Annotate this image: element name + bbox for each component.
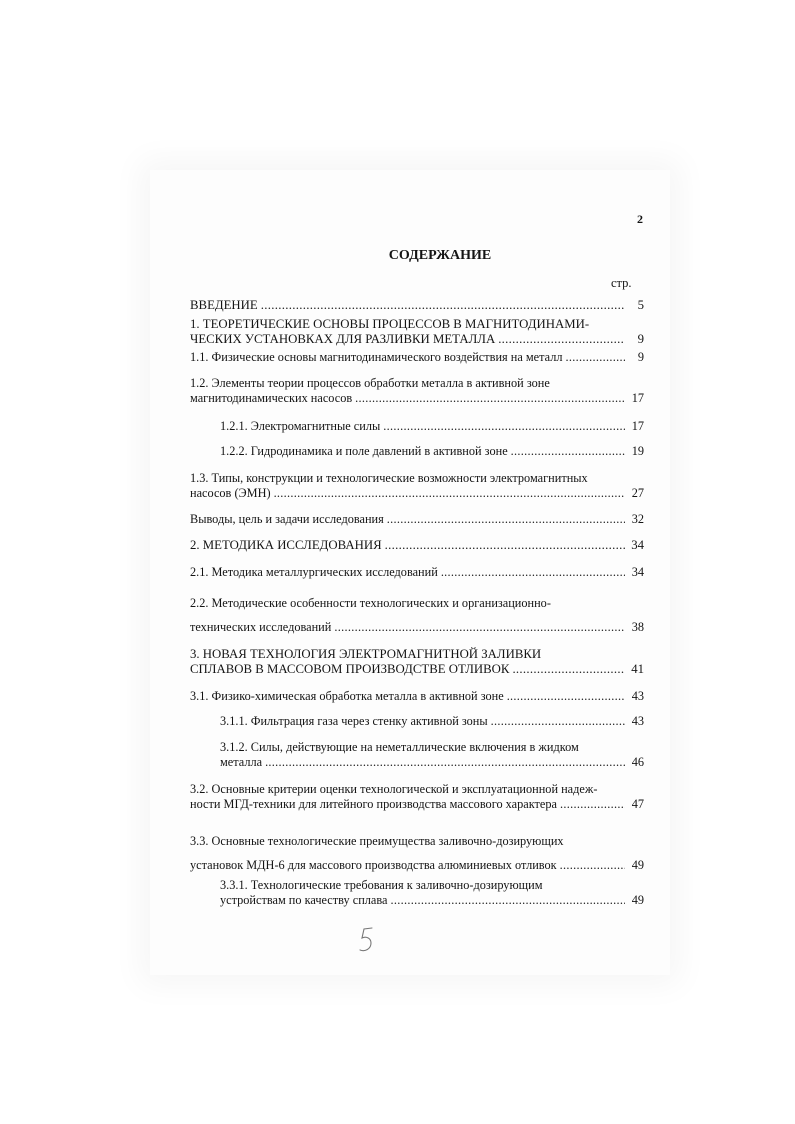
leader-dots — [274, 486, 625, 501]
toc-entry-title: 2. МЕТОДИКА ИССЛЕДОВАНИЯ — [190, 538, 382, 552]
leader-dots — [565, 350, 625, 365]
toc-entry-1-2-1[interactable] — [220, 419, 644, 434]
toc-entry-title-cont: металла — [220, 755, 263, 769]
toc-entry-title-cont: магнитодинамических насосов — [190, 391, 353, 405]
leader-dots — [511, 444, 625, 459]
toc-entry-title: 2.2. Методические особенности технологических и организационно- — [190, 596, 551, 610]
toc-entry-title: 3.3.1. Технологические требования к заливочно-дозирующим — [220, 878, 543, 892]
toc-entry-page: 17 — [631, 419, 644, 433]
leader-dots — [498, 332, 625, 347]
leader-dots — [265, 755, 625, 770]
toc-entry-title: 3.2. Основные критерии оценки технологической и эксплуатационной надеж- — [190, 782, 598, 796]
toc-entry-title: 3.1. Физико-химическая обработка металла в активной зоне — [190, 689, 504, 703]
leader-dots — [387, 512, 625, 527]
toc-entry-title: 3.1.2. Силы, действующие на неметаллические включения в жидком — [220, 740, 579, 754]
toc-entry-page: 38 — [631, 620, 644, 634]
toc-entry-title: ВВЕДЕНИЕ — [190, 298, 258, 312]
toc-entry-page: 32 — [631, 512, 644, 526]
toc-entry-title: 1. ТЕОРЕТИЧЕСКИЕ ОСНОВЫ ПРОЦЕССОВ В МАГНИТОДИНАМИ- — [190, 317, 590, 331]
toc-entry-page: 9 — [637, 332, 644, 346]
toc-entry-page: 49 — [631, 893, 644, 907]
toc-entry-title: 1.3. Типы, конструкции и технологические возможности электромагнитных — [190, 471, 588, 485]
page-column-header: стр. — [611, 276, 632, 290]
leader-dots — [334, 615, 625, 639]
toc-entry-title: Выводы, цель и задачи исследования — [190, 512, 384, 526]
toc-entry-title: 1.2. Элементы теории процессов обработки металла в активной зоне — [190, 376, 550, 390]
toc-entry-title: 1.2.1. Электромагнитные силы — [220, 419, 381, 433]
toc-entry-page: 9 — [637, 350, 644, 364]
toc-entry-page: 17 — [631, 391, 644, 405]
toc-entry-title-cont: ЧЕСКИХ УСТАНОВКАХ ДЛЯ РАЗЛИВКИ МЕТАЛЛА — [190, 332, 496, 346]
toc-entry-conclusions[interactable] — [190, 512, 644, 527]
leader-dots — [390, 893, 625, 908]
toc-entry-3-3-1[interactable] — [220, 878, 644, 908]
toc-entry-3-1-2[interactable] — [220, 740, 644, 770]
toc-entry-title: 1.2.2. Гидродинамика и поле давлений в активной зоне — [220, 444, 508, 458]
toc-entry-chapter-1[interactable] — [190, 317, 644, 347]
toc-entry-3-1[interactable] — [190, 689, 644, 704]
leader-dots — [560, 853, 625, 877]
toc-entry-page: 47 — [631, 797, 644, 811]
toc-entry-title: 2.1. Методика металлургических исследований — [190, 565, 438, 579]
toc-entry-3-3[interactable] — [190, 829, 644, 877]
toc-entry-title: 3.1.1. Фильтрация газа через стенку активной зоны — [220, 714, 488, 728]
leader-dots — [512, 662, 625, 677]
handwritten-mark-five — [357, 926, 377, 954]
toc-entry-title-cont: устройствам по качеству сплава — [220, 893, 388, 907]
toc-entry-chapter-2[interactable] — [190, 538, 644, 553]
toc-entry-1-3[interactable] — [190, 471, 644, 501]
toc-entry-page: 34 — [631, 565, 644, 579]
leader-dots — [560, 797, 625, 812]
toc-entry-page: 46 — [631, 755, 644, 769]
toc-entry-page: 19 — [631, 444, 644, 458]
toc-entry-2-2[interactable] — [190, 591, 644, 639]
toc-entry-page: 43 — [631, 714, 644, 728]
toc-entry-title-cont: СПЛАВОВ В МАССОВОМ ПРОИЗВОДСТВЕ ОТЛИВОК — [190, 662, 510, 676]
page-number: 2 — [637, 212, 643, 226]
leader-dots — [355, 391, 625, 406]
toc-entry-introduction[interactable] — [190, 298, 644, 313]
toc-entry-page: 49 — [631, 858, 644, 872]
toc-entry-title: 3. НОВАЯ ТЕХНОЛОГИЯ ЭЛЕКТРОМАГНИТНОЙ ЗАЛИВКИ — [190, 647, 542, 661]
leader-dots — [491, 714, 625, 729]
toc-entry-chapter-3[interactable] — [190, 647, 644, 677]
toc-entry-page: 34 — [631, 538, 644, 552]
toc-entry-1-2-2[interactable] — [220, 444, 644, 459]
leader-dots — [261, 298, 625, 313]
leader-dots — [383, 419, 625, 434]
toc-entry-title-cont: технических исследований — [190, 620, 332, 634]
leader-dots — [441, 565, 625, 580]
toc-entry-page: 41 — [631, 662, 644, 676]
leader-dots — [507, 689, 625, 704]
toc-entry-title-cont: ности МГД-техники для литейного производства массового характера — [190, 797, 557, 811]
toc-entry-1-1[interactable] — [190, 350, 644, 365]
toc-entry-page: 43 — [631, 689, 644, 703]
toc-entry-title: 3.3. Основные технологические преимущества заливочно-дозирующих — [190, 834, 564, 848]
toc-entry-title: 1.1. Физические основы магнитодинамического воздействия на металл — [190, 350, 563, 364]
toc-entry-2-1[interactable] — [190, 565, 644, 580]
leader-dots — [385, 538, 625, 553]
toc-entry-3-2[interactable] — [190, 782, 644, 812]
page-title: СОДЕРЖАНИЕ — [388, 248, 492, 263]
toc-entry-3-1-1[interactable] — [220, 714, 644, 729]
toc-entry-title-cont: насосов (ЭМН) — [190, 486, 271, 500]
toc-entry-1-2[interactable] — [190, 376, 644, 406]
toc-entry-page: 5 — [637, 298, 644, 312]
toc-entry-title-cont: установок МДН-6 для массового производства алюминиевых отливок — [190, 858, 557, 872]
toc-entry-page: 27 — [631, 486, 644, 500]
